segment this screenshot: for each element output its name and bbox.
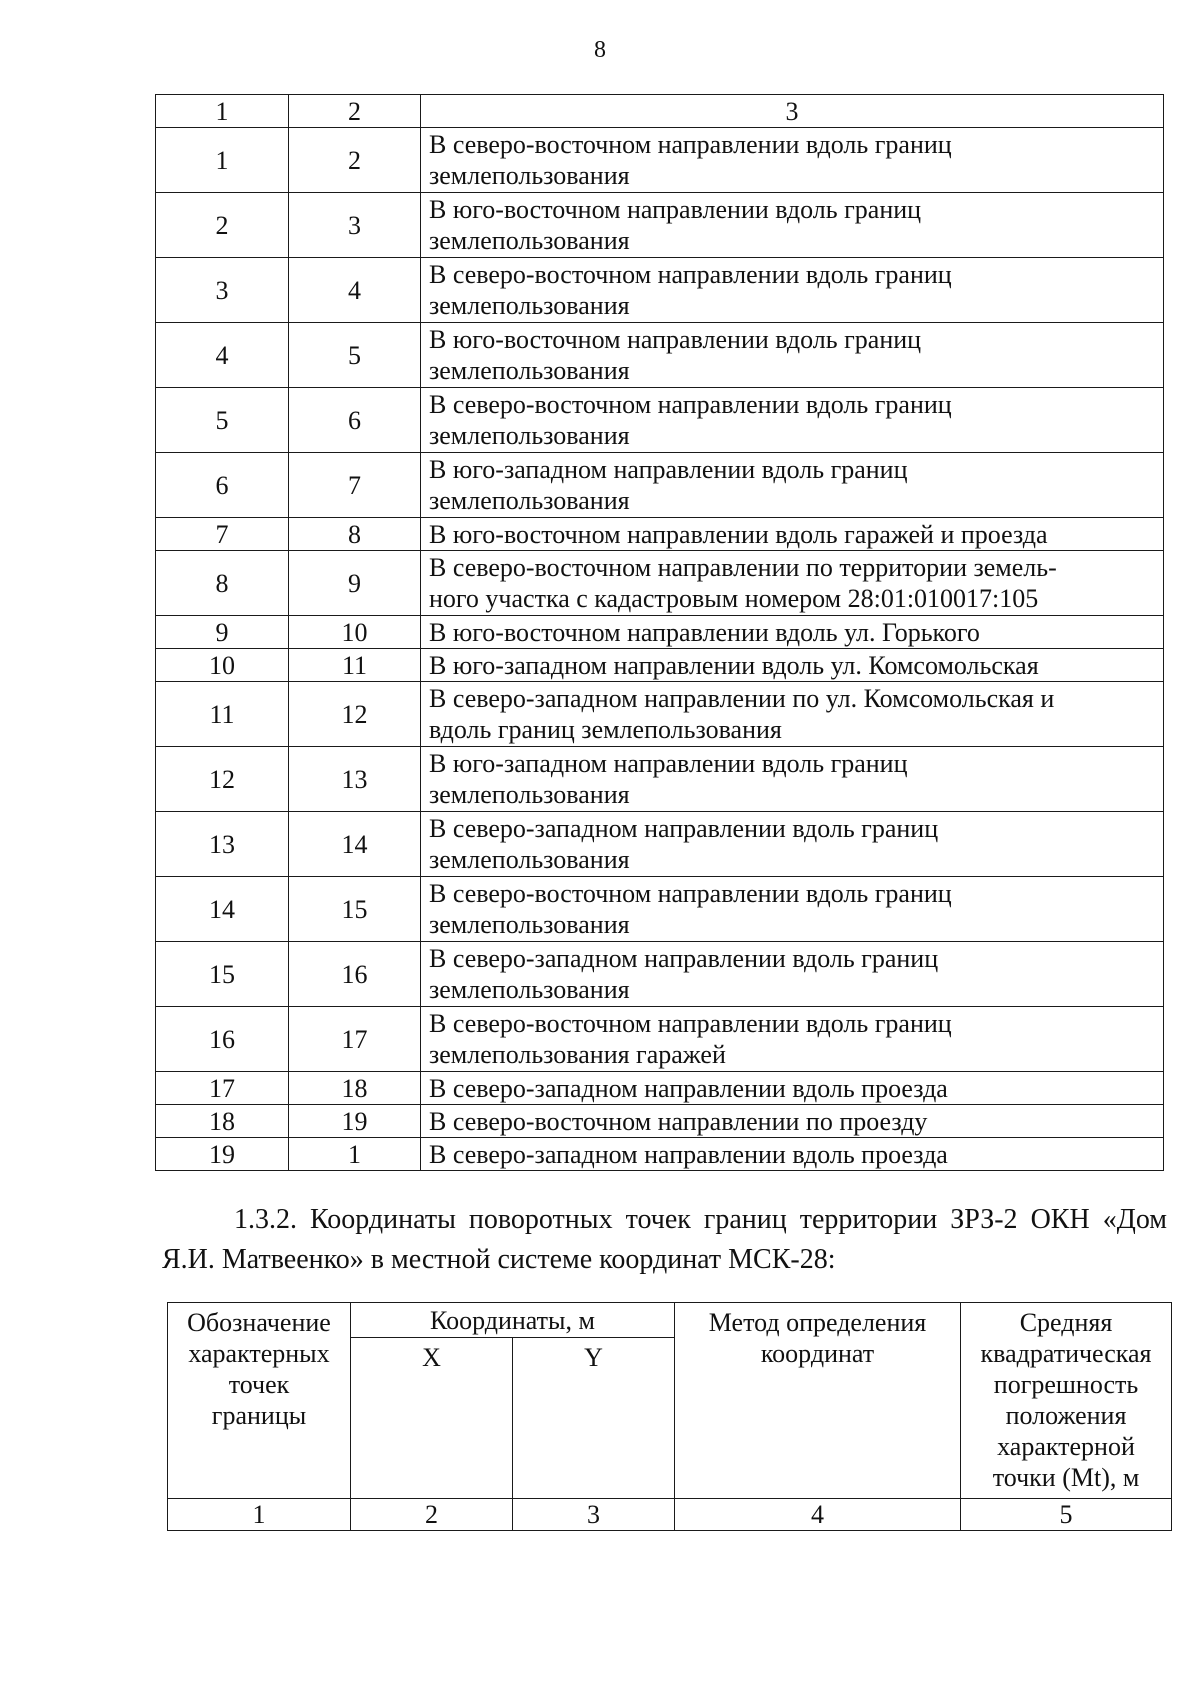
description-line: В северо-западном направлении вдоль границ [429,814,939,843]
point-from-cell: 8 [156,551,289,616]
point-to-cell: 3 [289,193,421,258]
header-line: координат [760,1339,875,1368]
table-row [156,128,1164,193]
column-number: 4 [675,1499,961,1531]
point-from-cell: 2 [156,193,289,258]
description-cell [421,1007,1164,1072]
point-to-cell: 6 [289,388,421,453]
description-cell [421,1138,1164,1171]
segments-header-row [156,95,1164,128]
coordinates-table [167,1302,1172,1531]
table-row [156,1105,1164,1138]
description-line: землепользования [429,910,630,939]
point-to-cell: 11 [289,649,421,682]
column-number: 5 [961,1499,1172,1531]
point-from-cell: 13 [156,812,289,877]
header-line: погрешность [993,1370,1139,1399]
point-from-cell: 6 [156,453,289,518]
point-designation-header [168,1303,351,1499]
description-line: В юго-восточном направлении вдоль границ [429,325,922,354]
description-line: В юго-западном направлении вдоль границ [429,455,908,484]
point-from-cell: 17 [156,1072,289,1105]
header-col-2: 2 [289,95,421,128]
header-col-1: 1 [156,95,289,128]
point-to-cell: 10 [289,616,421,649]
description-cell [421,747,1164,812]
table-row [156,518,1164,551]
table-row [156,258,1164,323]
table-row [156,453,1164,518]
description-line: землепользования [429,421,630,450]
table-row [156,551,1164,616]
table-row [156,616,1164,649]
point-from-cell: 3 [156,258,289,323]
point-to-cell: 18 [289,1072,421,1105]
description-line: землепользования [429,226,630,255]
segments-table-body [156,95,1164,1171]
description-line: В северо-восточном направлении вдоль границ [429,390,952,419]
point-from-cell: 12 [156,747,289,812]
y-header: Y [513,1338,675,1499]
table-row [156,193,1164,258]
point-from-cell: 10 [156,649,289,682]
description-line: В юго-восточном направлении вдоль гаражей и проезда [429,519,1048,549]
description-line: В северо-западном направлении вдоль проезда [429,1139,948,1169]
description-line: землепользования [429,161,630,190]
point-to-cell: 15 [289,877,421,942]
header-line: характерных [188,1339,330,1368]
point-to-cell: 7 [289,453,421,518]
point-to-cell: 19 [289,1105,421,1138]
table-row [156,682,1164,747]
point-to-cell: 14 [289,812,421,877]
description-cell [421,812,1164,877]
header-line: характерной [997,1432,1135,1461]
column-number: 3 [513,1499,675,1531]
point-to-cell: 8 [289,518,421,551]
description-line: ного участка с кадастровым номером 28:01:010017:105 [429,584,1039,613]
description-line: В юго-западном направлении вдоль ул. Комсомольская [429,650,1039,680]
header-line: точки (Mt), м [992,1463,1140,1492]
description-cell [421,128,1164,193]
description-line: землепользования гаражей [429,1040,726,1069]
description-line: вдоль границ землепользования [429,715,782,744]
point-from-cell: 7 [156,518,289,551]
point-from-cell: 5 [156,388,289,453]
description-line: землепользования [429,356,630,385]
point-from-cell: 18 [156,1105,289,1138]
point-from-cell: 4 [156,323,289,388]
section-paragraph: 1.3.2. Координаты поворотных точек границ территории ЗРЗ-2 ОКН «Дом Я.И. Матвеенко» в местной системе координат МСК-28: [162,1204,1167,1275]
description-line: В северо-восточном направлении по территории земель- [429,553,1057,582]
table-row [156,1072,1164,1105]
point-from-cell: 11 [156,682,289,747]
description-line: землепользования [429,291,630,320]
column-number: 1 [168,1499,351,1531]
column-number: 2 [351,1499,513,1531]
point-from-cell: 9 [156,616,289,649]
description-cell [421,877,1164,942]
header-line: точек [228,1370,290,1399]
description-cell [421,682,1164,747]
x-header: X [351,1338,513,1499]
point-to-cell: 13 [289,747,421,812]
description-line: землепользования [429,975,630,1004]
header-line: квадратическая [980,1339,1152,1368]
table-row [156,877,1164,942]
description-line: В северо-западном направлении по ул. Комсомольская и [429,684,1055,713]
point-from-cell: 16 [156,1007,289,1072]
description-line: В юго-восточном направлении вдоль границ [429,195,922,224]
table-row [156,747,1164,812]
point-to-cell: 4 [289,258,421,323]
description-cell [421,942,1164,1007]
description-line: В северо-западном направлении вдоль проезда [429,1073,948,1103]
point-from-cell: 14 [156,877,289,942]
description-cell [421,616,1164,649]
description-line: В северо-восточном направлении вдоль границ [429,260,952,289]
description-line: землепользования [429,486,630,515]
point-to-cell: 12 [289,682,421,747]
table-row [156,388,1164,453]
segments-table [155,94,1164,1171]
header-line: положения [1005,1401,1127,1430]
table-row [156,812,1164,877]
point-to-cell: 2 [289,128,421,193]
point-from-cell: 1 [156,128,289,193]
description-cell [421,649,1164,682]
description-line: землепользования [429,780,630,809]
coords-number-row [168,1499,1172,1531]
description-cell [421,193,1164,258]
description-line: В северо-западном направлении вдоль границ [429,944,939,973]
description-cell [421,1105,1164,1138]
description-line: В северо-восточном направлении вдоль границ [429,1009,952,1038]
coordinates-header: Координаты, м [351,1303,675,1338]
error-header [961,1303,1172,1499]
description-cell [421,1072,1164,1105]
header-col-3: 3 [421,95,1164,128]
table-row [156,1138,1164,1171]
description-line: землепользования [429,845,630,874]
description-cell [421,453,1164,518]
header-line: границы [211,1401,307,1430]
header-line: Метод определения [708,1308,927,1337]
description-cell [421,323,1164,388]
description-line: В северо-восточном направлении вдоль границ [429,879,952,908]
description-cell [421,518,1164,551]
point-to-cell: 1 [289,1138,421,1171]
description-line: В юго-западном направлении вдоль границ [429,749,908,778]
description-cell [421,258,1164,323]
point-to-cell: 5 [289,323,421,388]
page-number: 8 [594,37,606,63]
point-to-cell: 17 [289,1007,421,1072]
header-line: Обозначение [187,1308,331,1337]
table-row [156,323,1164,388]
point-to-cell: 9 [289,551,421,616]
description-cell [421,388,1164,453]
table-row [156,649,1164,682]
table-row [156,1007,1164,1072]
point-from-cell: 19 [156,1138,289,1171]
header-line: Средняя [1019,1308,1113,1337]
table-row [156,942,1164,1007]
description-line: В юго-восточном направлении вдоль ул. Горького [429,617,980,647]
point-to-cell: 16 [289,942,421,1007]
coords-header-row [168,1303,1172,1338]
description-line: В северо-восточном направлении по проезду [429,1106,928,1136]
point-from-cell: 15 [156,942,289,1007]
method-header [675,1303,961,1499]
description-cell [421,551,1164,616]
description-line: В северо-восточном направлении вдоль границ [429,130,952,159]
